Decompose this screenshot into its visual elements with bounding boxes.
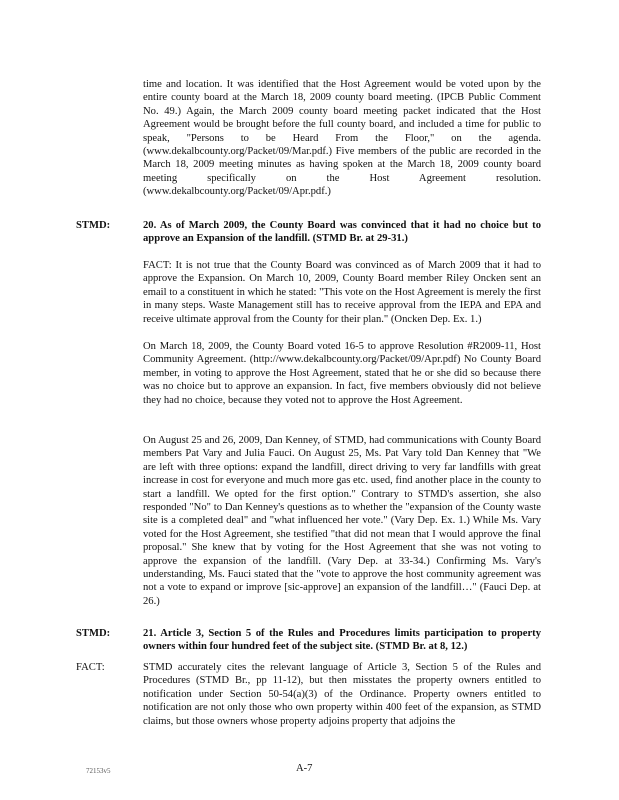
- heading-section-20: 20. As of March 2009, the County Board was convinced that it had no choice but to approve an Expansion of the landfill. (STMD Br. at 29-31.): [143, 220, 541, 245]
- paragraph-intro: time and location. It was identified that the Host Agreement would be voted upon by the entire county board at the March 18, 2009 county board meeting. (IPCB Public Comment No. 49.) Again, the March 2009 county board meeting packet indicated that the Host Agreement would be brought before the full county board, and included a time for public to speak, "Persons to be Heard From the Floor," on the agenda. (www.dekalbcounty.org/Packet/09/Mar.pdf.) Five members of the public are recorded in the March 18, 2009 meeting minutes as having spoken at the March 18, 2009 county board meeting specifically on the Host Agreement resolution. (www.dekalbcounty.org/Packet/09/Apr.pdf.): [143, 79, 541, 198]
- label-stmd-20: STMD:: [76, 220, 111, 231]
- heading-section-21: 21. Article 3, Section 5 of the Rules and Procedures limits participation to property owners within four hundred feet of the subject site. (STMD Br. at 8, 12.): [143, 628, 541, 653]
- paragraph-21-fact: STMD accurately cites the relevant language of Article 3, Section 5 of the Rules and Procedures (STMD Br., pp 11-12), but then misstates the property owners entitled to notification under Section 50-54(a)(3) of the Ordinance. Property owners entitled to notification are not only those who own property within 400 feet of the expansion, as STMD claims, but those owners whose property adjoins property that adjoins the: [143, 662, 541, 727]
- paragraph-20-fact-3: On August 25 and 26, 2009, Dan Kenney, of STMD, had communications with County Board members Pat Vary and Julia Fauci. On August 25, Ms. Pat Vary told Dan Kenney that "We are left with three options: expand the landfill, direct driving to very far landfills with great increase in cost for everyone and much more gas etc. used, find another place in the county to start a landfill. We opted for the first option." Contrary to STMD's assertion, she also responded "No" to Dan Kenney's questions as to whether the "expansion of the County waste site is a completed deal" and "what influenced her vote." (Vary Dep. Ex. 1.) While Ms. Vary voted for the Host Agreement, she testified "that did not mean that I would approve the final proposal." She knew that by voting for the Host Agreement that she was not voting to approve the expansion of the landfill. (Vary Dep. at 33-34.) Confirming Ms. Vary's understanding, Ms. Fauci stated that the "vote to approve the host community agreement was not a vote to expand or improve [sic-approve] an expansion of the landfill…" (Fauci Dep. at 26.): [143, 435, 541, 607]
- footer-page-number: A-7: [296, 763, 313, 774]
- label-stmd-21: STMD:: [76, 628, 111, 639]
- label-fact-21: FACT:: [76, 662, 105, 673]
- paragraph-20-fact-1: FACT: It is not true that the County Board was convinced as of March 2009 that it had to approve the Expansion. On March 10, 2009, County Board member Riley Oncken sent an email to a constituent in which he stated: "This vote on the Host Agreement is merely the first in many steps. Waste Management still has to receive approval from the IEPA and EPA and receive ultimate approval from the County for their plan." (Oncken Dep. Ex. 1.): [143, 260, 541, 325]
- paragraph-20-fact-2: On March 18, 2009, the County Board voted 16-5 to approve Resolution #R2009-11, Host Community Agreement. (http://www.dekalbcounty.org/Packet/09/Apr.pdf) No County Board member, in voting to approve the Host Agreement, stated that he or she did so because there was no choice but to approve an expansion. In fact, five members obviously did not believe they had no choice, because they voted not to approve the Host Agreement.: [143, 341, 541, 406]
- footer-document-id: 72153v5: [86, 767, 111, 775]
